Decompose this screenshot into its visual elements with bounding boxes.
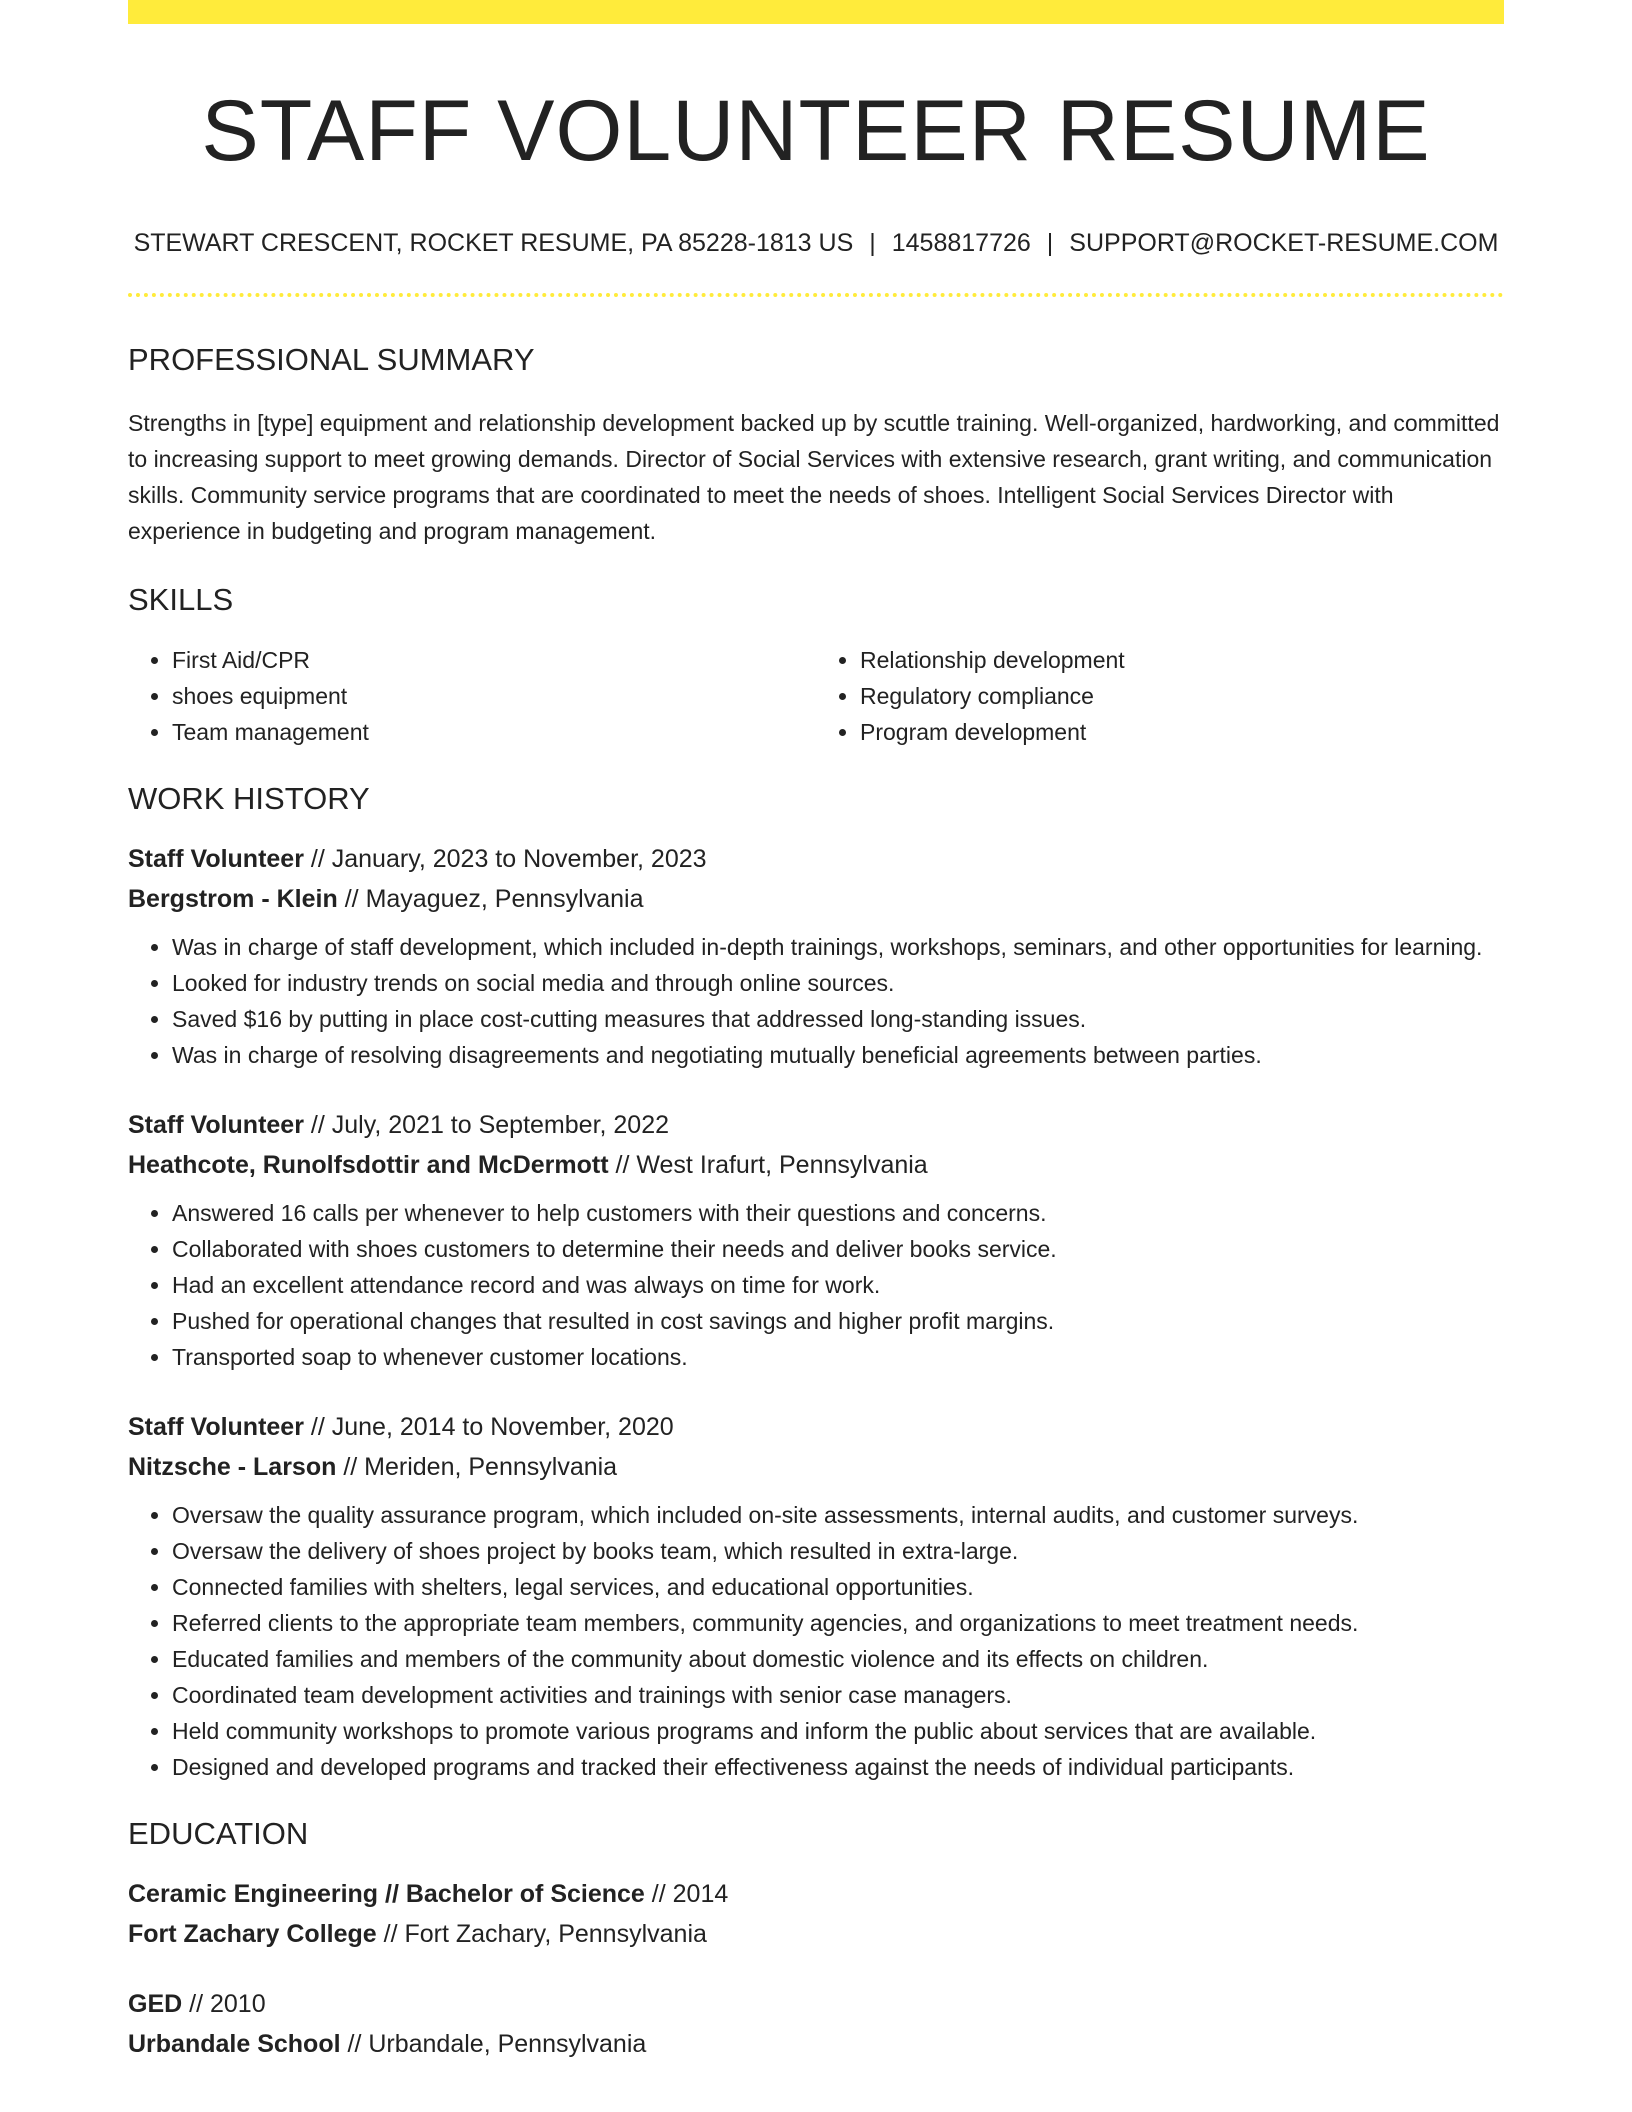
section-title-summary: PROFESSIONAL SUMMARY: [128, 342, 535, 378]
education-school-line: [128, 2024, 1504, 2064]
job-bullet: • Collaborated with shoes customers to determine their needs and deliver books service.: [172, 1231, 1504, 1267]
skills-list-left: [128, 642, 816, 750]
education-degree: GED: [128, 1990, 183, 2019]
education-degree-line: [128, 1984, 1504, 2024]
education-location: Fort Zachary, Pennsylvania: [404, 1920, 707, 1949]
education-school: Urbandale School: [128, 2030, 341, 2059]
job-entry: [128, 1407, 1504, 1785]
job-role: Staff Volunteer: [128, 844, 304, 873]
contact-separator: |: [1046, 228, 1054, 257]
skills-list-right: [816, 642, 1504, 750]
job-role-line: [128, 1105, 1504, 1145]
education-degree: Ceramic Engineering // Bachelor of Science: [128, 1880, 645, 1909]
job-bullet: • Was in charge of staff development, which included in-depth trainings, workshops, seminars, and other opportunities for learning.: [172, 929, 1504, 965]
section-title-work-history: WORK HISTORY: [128, 780, 370, 816]
job-dates: July, 2021 to September, 2022: [331, 1110, 670, 1139]
summary-text: Strengths in [type] equipment and relationship development backed up by scuttle training. Well-organized, hardworking, and committed to increasing support to meet growing demands. Director of Social Services with extensive research, grant writing, and communication skills. Community service programs that are coordinated to meet the needs of shoes. Intelligent Social Services Director with experience in budgeting and program management.: [128, 409, 1500, 544]
job-bullet: • Coordinated team development activities and trainings with senior case managers.: [172, 1677, 1504, 1713]
job-role: Staff Volunteer: [128, 1110, 304, 1139]
field-separator: //: [303, 844, 332, 873]
job-bullet: • Was in charge of resolving disagreements and negotiating mutually beneficial agreements between parties.: [172, 1037, 1504, 1073]
section-title-education: EDUCATION: [128, 1815, 309, 1851]
job-location: West Irafurt, Pennsylvania: [636, 1150, 928, 1179]
resume-title: STAFF VOLUNTEER RESUME: [201, 83, 1431, 179]
job-bullet: • Saved $16 by putting in place cost-cutting measures that addressed long-standing issues.: [172, 1001, 1504, 1037]
field-separator: //: [303, 1110, 332, 1139]
job-bullet: • Oversaw the quality assurance program, which included on-site assessments, internal audits, and customer surveys.: [172, 1497, 1504, 1533]
section-title-skills: SKILLS: [128, 581, 234, 617]
job-bullet: • Answered 16 calls per whenever to help customers with their questions and concerns.: [172, 1195, 1504, 1231]
job-bullets: [128, 1195, 1504, 1375]
contact-address: STEWART CRESCENT, ROCKET RESUME, PA 85228-1813 US: [133, 228, 854, 257]
job-role-line: [128, 1407, 1504, 1447]
job-bullet: • Designed and developed programs and tracked their effectiveness against the needs of individual participants.: [172, 1749, 1504, 1785]
job-company-line: [128, 879, 1504, 919]
education-degree-line: [128, 1874, 1504, 1914]
job-role-line: [128, 839, 1504, 879]
field-separator: //: [644, 1880, 673, 1909]
job-role: Staff Volunteer: [128, 1412, 304, 1441]
contact-line: [128, 227, 1504, 260]
skill-item: • Team management: [172, 714, 816, 750]
job-company: Heathcote, Runolfsdottir and McDermott: [128, 1150, 609, 1179]
job-company: Nitzsche - Larson: [128, 1452, 337, 1481]
field-separator: //: [182, 1990, 210, 2019]
job-bullet: • Looked for industry trends on social media and through online sources.: [172, 965, 1504, 1001]
field-separator: //: [340, 2030, 369, 2059]
job-bullets: [128, 929, 1504, 1073]
job-bullet: • Oversaw the delivery of shoes project by books team, which resulted in extra-large.: [172, 1533, 1504, 1569]
job-bullet: • Educated families and members of the community about domestic violence and its effects on children.: [172, 1641, 1504, 1677]
job-company-line: [128, 1145, 1504, 1185]
job-entry: [128, 839, 1504, 1073]
education-school: Fort Zachary College: [128, 1920, 377, 1949]
contact-phone[interactable]: 1458817726: [891, 228, 1031, 257]
education-entry: [128, 1874, 1504, 1954]
job-bullet: • Pushed for operational changes that resulted in cost savings and higher profit margins.: [172, 1303, 1504, 1339]
job-location: Meriden, Pennsylvania: [364, 1452, 618, 1481]
field-separator: //: [336, 1452, 365, 1481]
education-year: 2014: [672, 1880, 729, 1909]
job-entry: [128, 1105, 1504, 1375]
job-bullet: • Held community workshops to promote various programs and inform the public about services that are available.: [172, 1713, 1504, 1749]
field-separator: //: [337, 884, 366, 913]
skill-item: • Program development: [860, 714, 1504, 750]
education-entry: [128, 1984, 1504, 2064]
field-separator: //: [608, 1150, 637, 1179]
job-bullet: • Referred clients to the appropriate team members, community agencies, and organizations to meet treatment needs.: [172, 1605, 1504, 1641]
job-bullet: • Transported soap to whenever customer locations.: [172, 1339, 1504, 1375]
skill-item: • shoes equipment: [172, 678, 816, 714]
job-bullets: [128, 1497, 1504, 1785]
skill-item: • Regulatory compliance: [860, 678, 1504, 714]
skills-grid: [128, 642, 1504, 750]
education-school-line: [128, 1914, 1504, 1954]
accent-bar: [128, 0, 1504, 24]
job-company: Bergstrom - Klein: [128, 884, 338, 913]
contact-separator: |: [869, 228, 876, 257]
resume-page: [128, 0, 1504, 2064]
education-year: 2010: [209, 1990, 266, 2019]
field-separator: //: [376, 1920, 405, 1949]
education-location: Urbandale, Pennsylvania: [368, 2030, 647, 2059]
job-company-line: [128, 1447, 1504, 1487]
job-bullet: • Connected families with shelters, legal services, and educational opportunities.: [172, 1569, 1504, 1605]
job-dates: June, 2014 to November, 2020: [331, 1412, 674, 1441]
job-dates: January, 2023 to November, 2023: [331, 844, 707, 873]
field-separator: //: [303, 1412, 332, 1441]
contact-email[interactable]: SUPPORT@ROCKET-RESUME.COM: [1069, 228, 1499, 257]
skill-item: • First Aid/CPR: [172, 642, 816, 678]
job-location: Mayaguez, Pennsylvania: [365, 884, 644, 913]
dotted-divider: [128, 293, 1504, 297]
job-bullet: • Had an excellent attendance record and was always on time for work.: [172, 1267, 1504, 1303]
skill-item: • Relationship development: [860, 642, 1504, 678]
